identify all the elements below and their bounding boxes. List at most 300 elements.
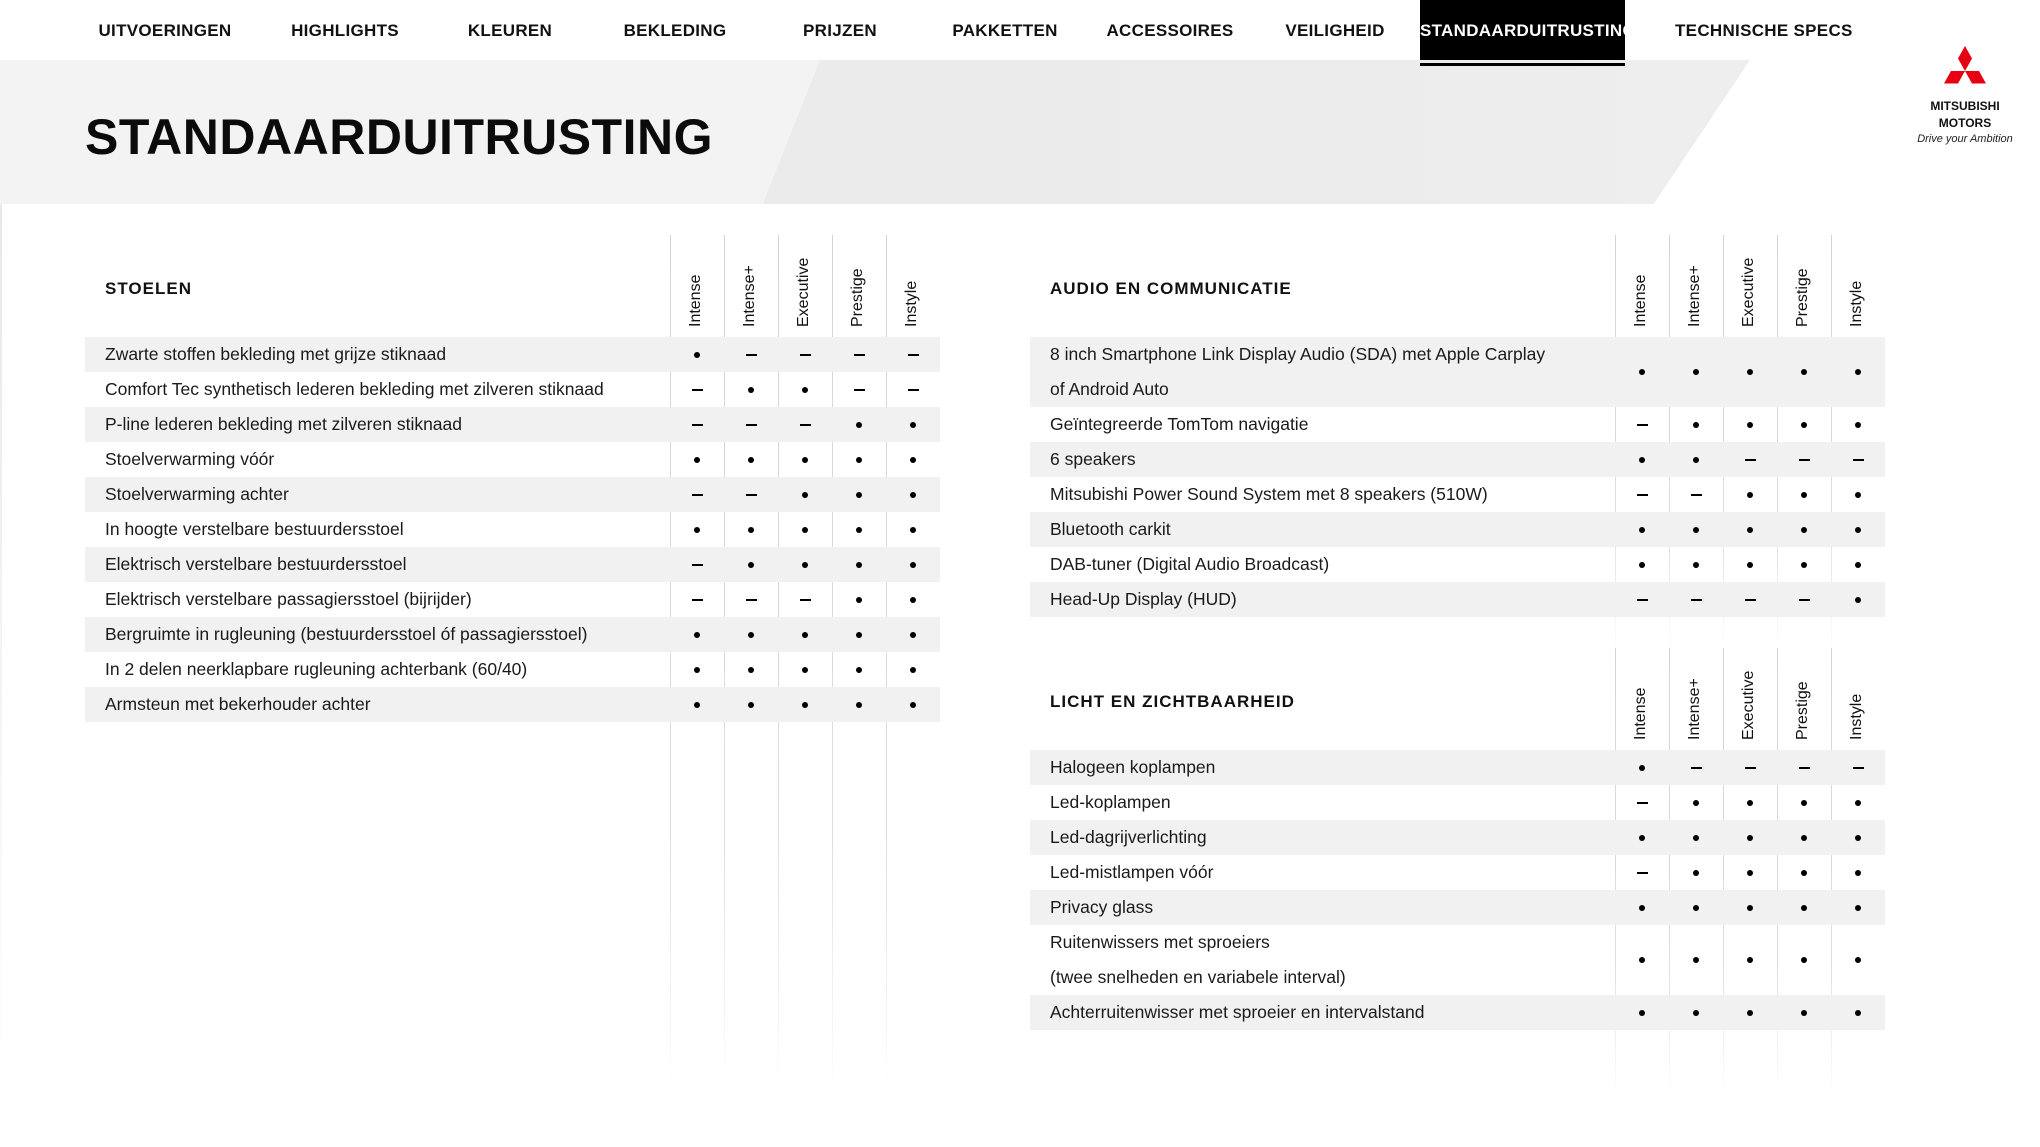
dot-icon (856, 562, 862, 568)
row-label (1050, 925, 1346, 995)
value-cell (832, 582, 886, 617)
row-label (1050, 442, 1136, 477)
nav-item-technische-specs[interactable]: TECHNISCHE SPECS (1675, 21, 1853, 40)
row-label (1050, 820, 1207, 855)
nav-item-bekleding[interactable]: BEKLEDING (623, 21, 727, 40)
dot-icon (1801, 1010, 1807, 1016)
value-cell (1669, 512, 1723, 547)
dot-icon (1747, 492, 1753, 498)
column-header-label: Instyle (1848, 280, 1865, 327)
dot-icon (1693, 1010, 1699, 1016)
dash-icon (1745, 459, 1756, 461)
value-cell (1723, 820, 1777, 855)
table-row (85, 407, 940, 442)
value-cell (1831, 890, 1885, 925)
dot-icon (1639, 369, 1645, 375)
table-row (1030, 477, 1885, 512)
value-cell (1831, 750, 1885, 785)
row-label-line: Privacy glass (1050, 897, 1154, 917)
value-cell (670, 512, 724, 547)
dot-icon (1855, 800, 1861, 806)
dot-icon (910, 492, 916, 498)
dot-icon (856, 667, 862, 673)
table-row (1030, 995, 1885, 1030)
value-cell (1777, 785, 1831, 820)
column-header-label: Executive (1740, 257, 1757, 327)
dot-icon (748, 702, 754, 708)
row-label-line: In hoogte verstelbare bestuurdersstoel (105, 519, 404, 539)
table-row (85, 617, 940, 652)
value-cell (886, 582, 940, 617)
value-cell (670, 582, 724, 617)
dot-icon (694, 632, 700, 638)
value-cell (1723, 890, 1777, 925)
dot-icon (1855, 1010, 1861, 1016)
row-label (105, 372, 604, 407)
row-label-line: Comfort Tec synthetisch lederen bekleding met zilveren stiknaad (105, 379, 604, 399)
value-cell (1615, 820, 1669, 855)
value-cell (670, 337, 724, 372)
value-cell (1669, 582, 1723, 617)
row-label-line: Elektrisch verstelbare passagiersstoel (bijrijder) (105, 589, 472, 609)
row-label-line: DAB-tuner (Digital Audio Broadcast) (1050, 554, 1330, 574)
value-cell (1615, 512, 1669, 547)
row-label (105, 582, 472, 617)
dash-icon (1853, 459, 1864, 461)
row-label-line: Armsteun met bekerhouder achter (105, 694, 371, 714)
column-header-label: Instyle (903, 280, 920, 327)
table-row (85, 442, 940, 477)
nav-item-veiligheid[interactable]: VEILIGHEID (1285, 21, 1385, 40)
dash-icon (1637, 599, 1648, 601)
value-cell (1669, 925, 1723, 995)
dot-icon (910, 562, 916, 568)
dot-icon (694, 667, 700, 673)
value-cell (670, 547, 724, 582)
value-cell (778, 442, 832, 477)
dot-icon (1855, 905, 1861, 911)
mitsubishi-logo[interactable] (1900, 46, 2030, 145)
dot-icon (1639, 905, 1645, 911)
three-diamonds-icon (1943, 46, 1987, 96)
table-row (1030, 512, 1885, 547)
value-cell (832, 407, 886, 442)
dot-icon (1639, 457, 1645, 463)
dot-icon (1693, 369, 1699, 375)
value-cell (724, 477, 778, 512)
dash-icon (1799, 767, 1810, 769)
column-header-label: Intense (1632, 274, 1649, 327)
row-label (1050, 547, 1329, 582)
value-cell (1831, 925, 1885, 995)
dot-icon (748, 387, 754, 393)
value-cell (1831, 995, 1885, 1030)
dot-icon (1693, 957, 1699, 963)
dot-icon (1639, 527, 1645, 533)
dot-icon (910, 597, 916, 603)
dot-icon (1801, 422, 1807, 428)
dot-icon (856, 597, 862, 603)
value-cell (886, 337, 940, 372)
column-header (670, 235, 724, 335)
dot-icon (802, 457, 808, 463)
dot-icon (856, 702, 862, 708)
value-cell (1669, 995, 1723, 1030)
dot-icon (748, 667, 754, 673)
value-cell (886, 477, 940, 512)
dot-icon (748, 632, 754, 638)
dot-icon (1855, 492, 1861, 498)
dot-icon (1747, 1010, 1753, 1016)
value-cell (724, 512, 778, 547)
value-cell (1777, 477, 1831, 512)
table-row (1030, 750, 1885, 785)
dot-icon (1747, 422, 1753, 428)
dot-icon (802, 667, 808, 673)
value-cell (886, 652, 940, 687)
row-label-line: Zwarte stoffen bekleding met grijze stiknaad (105, 344, 447, 364)
value-cell (670, 372, 724, 407)
dash-icon (908, 389, 919, 391)
value-cell (1723, 337, 1777, 407)
row-label-line: Led-koplampen (1050, 792, 1171, 812)
value-cell (832, 547, 886, 582)
value-cell (724, 687, 778, 722)
row-label-line: Achterruitenwisser met sproeier en intervalstand (1050, 1002, 1425, 1022)
page-title: STANDAARDUITRUSTING (85, 109, 713, 165)
value-cell (886, 407, 940, 442)
value-cell (832, 477, 886, 512)
value-cell (886, 372, 940, 407)
dot-icon (1855, 870, 1861, 876)
value-cell (886, 442, 940, 477)
dot-icon (1747, 562, 1753, 568)
row-label (105, 512, 404, 547)
value-cell (886, 547, 940, 582)
value-cell (670, 477, 724, 512)
row-label-line: Ruitenwissers met sproeiers (1050, 932, 1270, 952)
value-cell (1723, 995, 1777, 1030)
column-header-label: Prestige (849, 268, 866, 327)
dash-icon (800, 424, 811, 426)
dash-icon (746, 599, 757, 601)
section-header (1030, 648, 1885, 748)
table-row (1030, 582, 1885, 617)
dot-icon (1747, 957, 1753, 963)
dot-icon (1801, 870, 1807, 876)
dot-icon (1747, 905, 1753, 911)
row-label (105, 337, 446, 372)
value-cell (1831, 407, 1885, 442)
value-cell (1777, 995, 1831, 1030)
value-cell (832, 687, 886, 722)
value-cell (724, 372, 778, 407)
dot-icon (1855, 957, 1861, 963)
value-cell (1723, 442, 1777, 477)
value-cell (1723, 512, 1777, 547)
column-header-label: Instyle (1848, 693, 1865, 740)
dot-icon (1693, 422, 1699, 428)
value-cell (1615, 477, 1669, 512)
dot-icon (910, 667, 916, 673)
dot-icon (1747, 369, 1753, 375)
row-label-line: Mitsubishi Power Sound System met 8 speakers (510W) (1050, 484, 1488, 504)
table-row (85, 512, 940, 547)
dash-icon (1637, 494, 1648, 496)
dot-icon (1639, 562, 1645, 568)
dot-icon (1693, 835, 1699, 841)
dot-icon (856, 457, 862, 463)
value-cell (1669, 442, 1723, 477)
dot-icon (802, 527, 808, 533)
value-cell (1615, 995, 1669, 1030)
dot-icon (856, 492, 862, 498)
value-cell (832, 372, 886, 407)
row-label-line: Geïntegreerde TomTom navigatie (1050, 414, 1309, 434)
row-label (105, 687, 371, 722)
value-cell (886, 512, 940, 547)
table-row (85, 652, 940, 687)
value-cell (1777, 925, 1831, 995)
dot-icon (856, 422, 862, 428)
dot-icon (1639, 957, 1645, 963)
nav-item-uitvoeringen[interactable]: UITVOERINGEN (98, 21, 232, 40)
top-nav (0, 0, 2040, 60)
dot-icon (1801, 527, 1807, 533)
column-header (1831, 648, 1885, 748)
dash-icon (692, 424, 703, 426)
dash-icon (1745, 767, 1756, 769)
dot-icon (856, 632, 862, 638)
dot-icon (856, 527, 862, 533)
value-cell (1831, 547, 1885, 582)
dot-icon (1747, 800, 1753, 806)
table-row (85, 477, 940, 512)
table-row (85, 582, 940, 617)
value-cell (832, 442, 886, 477)
column-header (886, 235, 940, 335)
row-label-line: 6 speakers (1050, 449, 1136, 469)
value-cell (1669, 337, 1723, 407)
value-cell (1723, 785, 1777, 820)
value-cell (778, 617, 832, 652)
value-cell (1777, 855, 1831, 890)
value-cell (1723, 750, 1777, 785)
nav-item-prijzen[interactable]: PRIJZEN (803, 21, 877, 40)
value-cell (1777, 582, 1831, 617)
row-label (1050, 477, 1488, 512)
dash-icon (908, 354, 919, 356)
dot-icon (910, 422, 916, 428)
nav-item-kleuren[interactable]: KLEUREN (467, 21, 553, 40)
panel-edge (0, 204, 2, 1104)
section-header (85, 235, 940, 335)
row-label-line: P-line lederen bekleding met zilveren stiknaad (105, 414, 463, 434)
table-row (1030, 337, 1885, 407)
value-cell (1831, 337, 1885, 407)
dot-icon (802, 562, 808, 568)
nav-item-highlights[interactable]: HIGHLIGHTS (291, 21, 399, 40)
dash-icon (854, 354, 865, 356)
nav-item-pakketten[interactable]: PAKKETTEN (952, 21, 1058, 40)
dot-icon (1801, 562, 1807, 568)
dot-icon (1693, 800, 1699, 806)
dot-icon (1801, 905, 1807, 911)
table-row (85, 687, 940, 722)
row-label (105, 617, 587, 652)
value-cell (670, 617, 724, 652)
value-cell (1669, 785, 1723, 820)
dash-icon (746, 354, 757, 356)
dash-icon (800, 354, 811, 356)
value-cell (1831, 512, 1885, 547)
value-cell (670, 407, 724, 442)
value-cell (1723, 547, 1777, 582)
value-cell (1777, 407, 1831, 442)
dot-icon (1639, 765, 1645, 771)
row-label-line: Halogeen koplampen (1050, 757, 1216, 777)
value-cell (1669, 407, 1723, 442)
value-cell (1723, 477, 1777, 512)
logo-tagline: Drive your Ambition (1917, 133, 2013, 145)
value-cell (1831, 582, 1885, 617)
row-label (1050, 582, 1237, 617)
value-cell (1615, 407, 1669, 442)
dash-icon (1691, 494, 1702, 496)
dot-icon (1693, 870, 1699, 876)
section-title: AUDIO EN COMMUNICATIE (1050, 279, 1292, 298)
dash-icon (1637, 872, 1648, 874)
row-label-line: Elektrisch verstelbare bestuurdersstoel (105, 554, 407, 574)
table-row (85, 372, 940, 407)
value-cell (832, 617, 886, 652)
nav-item-accessoires[interactable]: ACCESSOIRES (1106, 21, 1234, 40)
dot-icon (1747, 835, 1753, 841)
row-label-line: Led-mistlampen vóór (1050, 862, 1214, 882)
value-cell (724, 407, 778, 442)
value-cell (1615, 337, 1669, 407)
dash-icon (854, 389, 865, 391)
dash-icon (1799, 459, 1810, 461)
value-cell (1831, 442, 1885, 477)
row-label (1050, 785, 1171, 820)
row-label-line: In 2 delen neerklapbare rugleuning achterbank (60/40) (105, 659, 528, 679)
value-cell (1723, 855, 1777, 890)
row-label (105, 407, 462, 442)
dash-icon (1637, 424, 1648, 426)
dot-icon (694, 702, 700, 708)
value-cell (1615, 785, 1669, 820)
row-label (1050, 995, 1424, 1030)
dot-icon (1855, 562, 1861, 568)
value-cell (724, 442, 778, 477)
column-header (1615, 648, 1669, 748)
dash-icon (692, 564, 703, 566)
column-header-label: Intense (687, 274, 704, 327)
dot-icon (1855, 527, 1861, 533)
value-cell (1669, 547, 1723, 582)
value-cell (724, 652, 778, 687)
row-label-line: of Android Auto (1050, 379, 1169, 399)
value-cell (1831, 785, 1885, 820)
dot-icon (748, 527, 754, 533)
value-cell (1615, 582, 1669, 617)
dot-icon (910, 632, 916, 638)
value-cell (1831, 820, 1885, 855)
table-row (85, 337, 940, 372)
row-label-line: (twee snelheden en variabele interval) (1050, 967, 1346, 987)
value-cell (724, 337, 778, 372)
value-cell (1615, 890, 1669, 925)
row-label (1050, 337, 1545, 407)
value-cell (1723, 925, 1777, 995)
value-cell (1723, 407, 1777, 442)
value-cell (778, 582, 832, 617)
value-cell (1669, 890, 1723, 925)
row-label (1050, 855, 1213, 890)
value-cell (1615, 442, 1669, 477)
value-cell (778, 372, 832, 407)
value-cell (1777, 442, 1831, 477)
nav-item-standaarduitrusting[interactable]: STANDAARDUITRUSTING (1420, 0, 1625, 60)
table-row (1030, 407, 1885, 442)
value-cell (1669, 750, 1723, 785)
section-title: STOELEN (105, 279, 192, 298)
value-cell (1615, 925, 1669, 995)
dot-icon (1855, 597, 1861, 603)
dot-icon (748, 457, 754, 463)
value-cell (724, 582, 778, 617)
dash-icon (1799, 599, 1810, 601)
row-label (1050, 512, 1171, 547)
dot-icon (1801, 492, 1807, 498)
table-row (1030, 925, 1885, 995)
row-label (105, 442, 274, 477)
row-label (105, 547, 407, 582)
table-row (1030, 855, 1885, 890)
dot-icon (910, 527, 916, 533)
column-header (1669, 648, 1723, 748)
dot-icon (1801, 800, 1807, 806)
row-label-line: Bergruimte in rugleuning (bestuurdersstoel óf passagiersstoel) (105, 624, 588, 644)
column-header-label: Executive (1740, 670, 1757, 740)
dot-icon (1855, 835, 1861, 841)
dot-icon (1747, 527, 1753, 533)
column-header (778, 235, 832, 335)
value-cell (778, 477, 832, 512)
value-cell (724, 547, 778, 582)
hero-band (0, 60, 1760, 204)
section-header (1030, 235, 1885, 335)
value-cell (832, 652, 886, 687)
column-header (1723, 648, 1777, 748)
value-cell (1777, 820, 1831, 855)
table-row (1030, 547, 1885, 582)
row-label-line: Led-dagrijverlichting (1050, 827, 1207, 847)
column-header-label: Prestige (1794, 268, 1811, 327)
table-row (85, 547, 940, 582)
row-label-line: Stoelverwarming achter (105, 484, 289, 504)
value-cell (778, 337, 832, 372)
value-cell (778, 512, 832, 547)
row-label-line: Head-Up Display (HUD) (1050, 589, 1237, 609)
column-header (1777, 648, 1831, 748)
row-label-line: Bluetooth carkit (1050, 519, 1171, 539)
value-cell (1777, 512, 1831, 547)
value-cell (778, 687, 832, 722)
dot-icon (1801, 835, 1807, 841)
dash-icon (692, 389, 703, 391)
